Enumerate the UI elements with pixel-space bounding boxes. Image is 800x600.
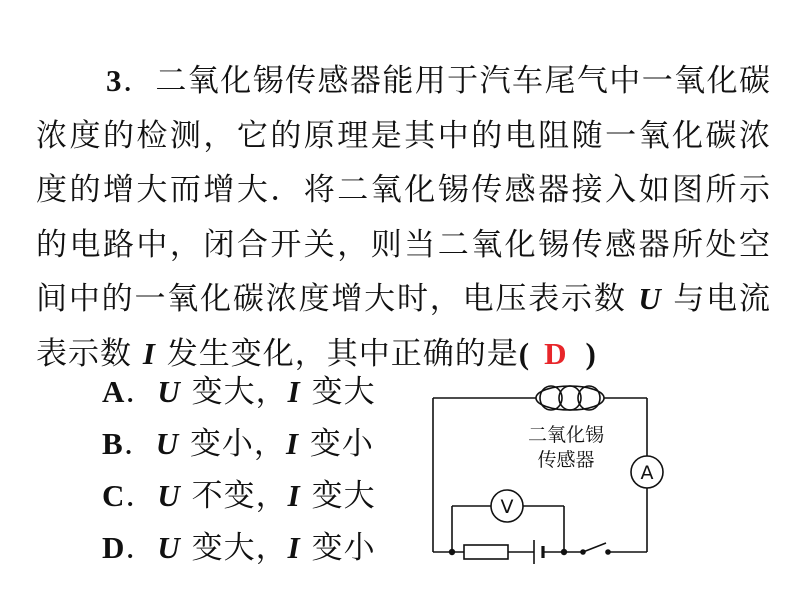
option-i: I xyxy=(287,478,301,513)
question-text-part-1: 二氧化锡传感器能用于汽车尾气中一氧化碳浓度的检测，它的原理是其中的电阻随一氧化碳浓度的增大而增大．将二氧化锡传感器接入如图所示的电路中，闭合开关，则当二氧化锡传感器所处空间中的一氧化碳浓度增大时，电压表示数 xyxy=(36,63,772,317)
option-i: I xyxy=(287,530,301,565)
option-u: U xyxy=(157,530,181,565)
variable-u: U xyxy=(638,281,662,316)
ammeter-label: A xyxy=(640,462,654,484)
sensor-symbol xyxy=(536,386,604,410)
circuit-wires xyxy=(433,398,647,552)
option-letter: D xyxy=(102,530,126,565)
sensor-label-line-2: 传感器 xyxy=(537,449,595,471)
option-separator: ． xyxy=(125,478,158,514)
option-i-change: 变小 xyxy=(309,426,374,462)
option-u: U xyxy=(157,478,181,513)
option-u-change: 变大， xyxy=(191,530,288,566)
option-u-change: 不变， xyxy=(191,478,288,514)
option-i-change: 变小 xyxy=(311,530,376,566)
question-text-part-2: 与电流表示数 xyxy=(36,281,771,372)
question-text-part-3: 发生变化，其中正确的是 xyxy=(155,335,519,372)
option-letter: A xyxy=(102,374,126,409)
voltmeter-label: V xyxy=(500,496,514,518)
option-i: I xyxy=(285,426,300,461)
battery-symbol xyxy=(534,540,543,564)
option-i: I xyxy=(287,374,301,409)
junction-dot xyxy=(449,549,455,555)
junction-dot xyxy=(561,549,567,555)
question-number: 3 xyxy=(106,63,123,98)
question-number-separator: ． xyxy=(122,63,156,99)
option-i-change: 变大 xyxy=(311,478,376,514)
option-u-change: 变小， xyxy=(189,426,286,462)
option-letter: B xyxy=(102,426,124,461)
answer-paren-close: ) xyxy=(585,335,597,371)
answer-paren-open: ( xyxy=(518,335,531,371)
option-letter: C xyxy=(102,478,126,513)
variable-i: I xyxy=(142,335,156,371)
option-separator: ． xyxy=(125,374,158,410)
option-u-change: 变大， xyxy=(191,374,288,410)
option-separator: ． xyxy=(125,530,158,566)
option-u: U xyxy=(157,374,181,409)
option-i-change: 变大 xyxy=(311,374,376,410)
switch-symbol xyxy=(580,543,611,555)
option-u: U xyxy=(155,426,180,461)
resistor-symbol xyxy=(464,545,508,559)
option-separator: ． xyxy=(123,426,156,462)
answer-letter: D xyxy=(544,335,568,371)
sensor-label-line-1: 二氧化锡 xyxy=(527,424,605,446)
